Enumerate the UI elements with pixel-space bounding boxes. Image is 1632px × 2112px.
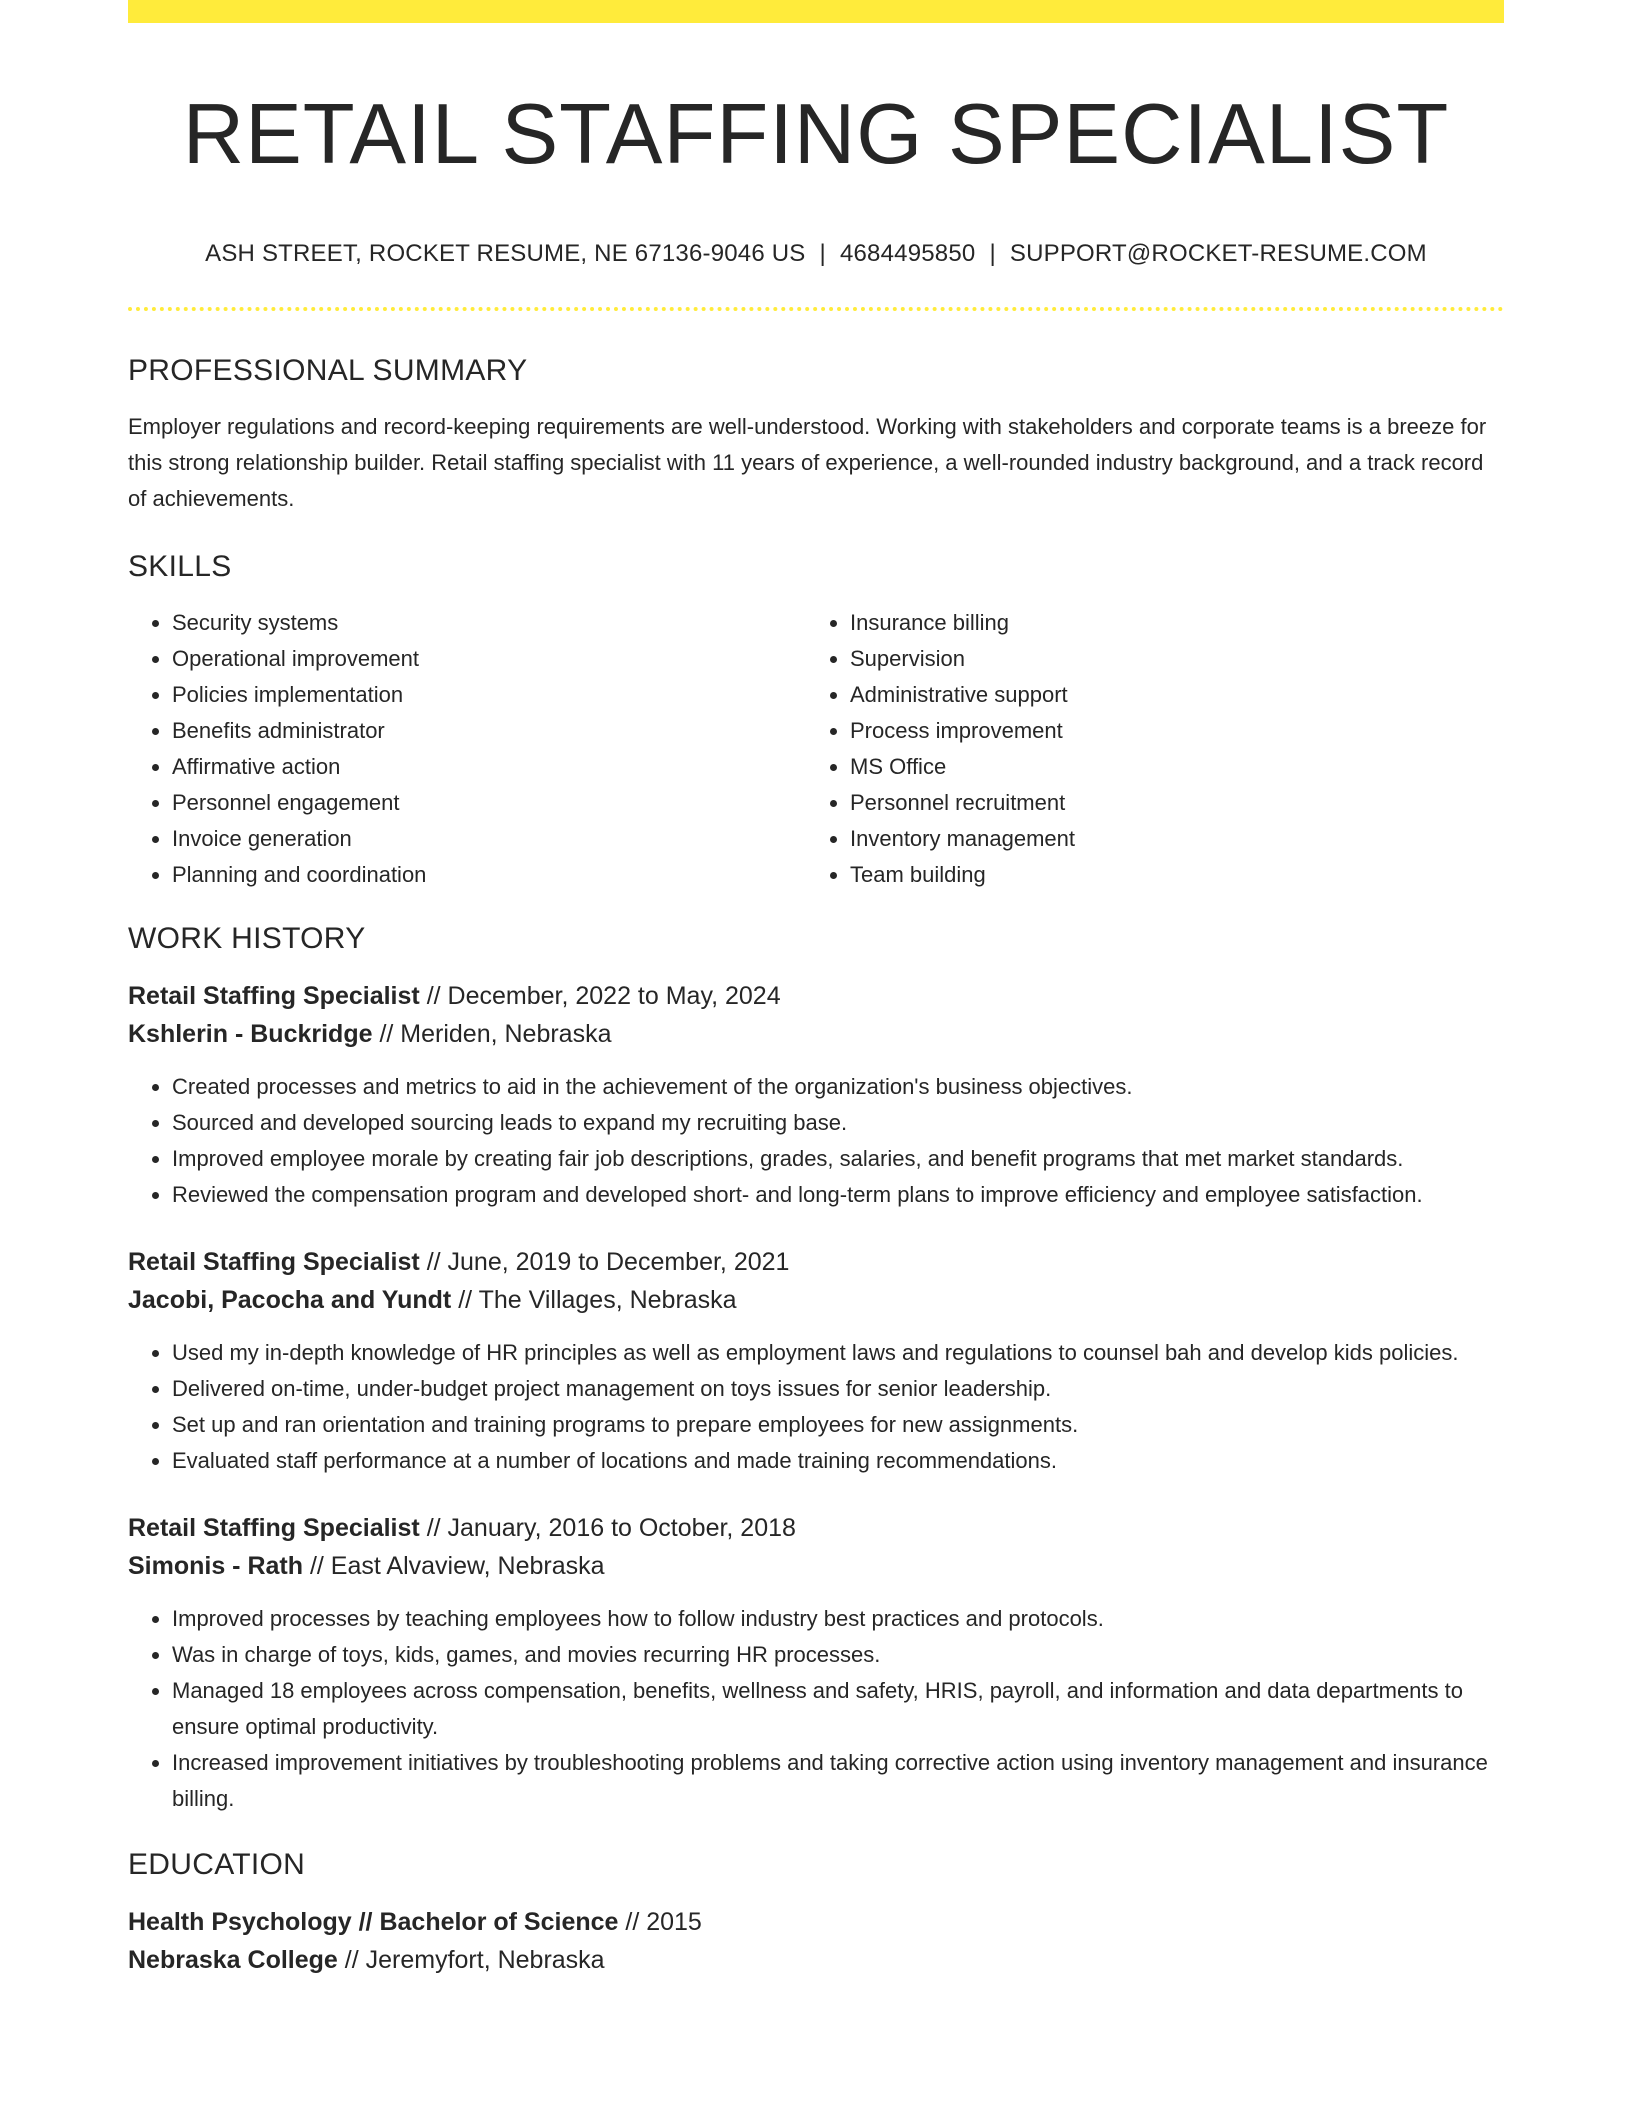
job-bullet: • Was in charge of toys, kids, games, and movies recurring HR processes.	[172, 1637, 1504, 1673]
education-degree-line	[128, 1903, 1504, 1941]
job-location: // East Alvaview, Nebraska	[303, 1551, 605, 1580]
job-title-line	[128, 1243, 1504, 1281]
skills-heading: SKILLS	[128, 549, 232, 583]
resume-page	[128, 0, 1504, 1979]
work-history-heading: WORK HISTORY	[128, 921, 366, 955]
job-location: // The Villages, Nebraska	[451, 1285, 737, 1314]
skill-item: • Supervision	[850, 641, 1484, 677]
skill-item: • Invoice generation	[172, 821, 806, 857]
skill-item: • Policies implementation	[172, 677, 806, 713]
resume-title: RETAIL STAFFING SPECIALIST	[182, 87, 1450, 182]
job-bullet: • Improved processes by teaching employees how to follow industry best practices and protocols.	[172, 1601, 1504, 1637]
skills-column-right	[806, 605, 1484, 893]
job-bullet: • Set up and ran orientation and training programs to prepare employees for new assignments.	[172, 1407, 1504, 1443]
skill-item: • Affirmative action	[172, 749, 806, 785]
job-bullet: • Created processes and metrics to aid in the achievement of the organization's business objectives.	[172, 1069, 1504, 1105]
education-school: Nebraska College	[128, 1945, 338, 1974]
job-entry	[128, 1243, 1504, 1479]
job-title-line	[128, 977, 1504, 1015]
skill-item: • Insurance billing	[850, 605, 1484, 641]
education-school-line	[128, 1941, 1504, 1979]
job-bullet: • Sourced and developed sourcing leads to expand my recruiting base.	[172, 1105, 1504, 1141]
job-bullet: • Used my in-depth knowledge of HR principles as well as employment laws and regulations to counsel bah and develop kids policies.	[172, 1335, 1504, 1371]
skill-item: • Security systems	[172, 605, 806, 641]
skills-column-left	[128, 605, 806, 893]
job-company-line	[128, 1015, 1504, 1053]
job-company: Jacobi, Pacocha and Yundt	[128, 1285, 452, 1314]
job-entry	[128, 977, 1504, 1213]
skill-item: • Personnel recruitment	[850, 785, 1484, 821]
job-location: // Meriden, Nebraska	[372, 1019, 612, 1048]
job-bullet: • Improved employee morale by creating fair job descriptions, grades, salaries, and benefit programs that met market standards.	[172, 1141, 1504, 1177]
skill-item: • Operational improvement	[172, 641, 806, 677]
skill-item: • MS Office	[850, 749, 1484, 785]
summary-text: Employer regulations and record-keeping requirements are well-understood. Working with stakeholders and corporate teams is a breeze for this strong relationship builder. Retail staffing specialist with 11 years of experience, a well-rounded industry background, and a track record of achievements.	[128, 413, 1487, 511]
education-heading: EDUCATION	[128, 1847, 306, 1881]
job-company: Simonis - Rath	[128, 1551, 304, 1580]
skills-grid	[128, 605, 1504, 893]
skill-item: • Inventory management	[850, 821, 1484, 857]
job-dates: // June, 2019 to December, 2021	[419, 1247, 790, 1276]
job-bullet: • Increased improvement initiatives by troubleshooting problems and taking corrective action using inventory management and insurance billing.	[172, 1745, 1504, 1817]
contact-email: SUPPORT@ROCKET-RESUME.COM	[1009, 240, 1427, 267]
education-entry	[128, 1903, 1504, 1979]
skill-item: • Administrative support	[850, 677, 1484, 713]
job-bullets	[128, 1069, 1504, 1213]
job-bullet: • Evaluated staff performance at a number of locations and made training recommendations.	[172, 1443, 1504, 1479]
education-year: // 2015	[618, 1907, 702, 1936]
contact-separator: |	[989, 240, 996, 267]
contact-separator: |	[819, 240, 826, 267]
contact-line	[128, 240, 1504, 269]
job-dates: // January, 2016 to October, 2018	[419, 1513, 796, 1542]
job-company-line	[128, 1547, 1504, 1585]
job-bullets	[128, 1335, 1504, 1479]
job-title: Retail Staffing Specialist	[128, 1247, 420, 1276]
job-dates: // December, 2022 to May, 2024	[419, 981, 781, 1010]
job-title: Retail Staffing Specialist	[128, 1513, 420, 1542]
education-location: // Jeremyfort, Nebraska	[337, 1945, 605, 1974]
job-bullet: • Delivered on-time, under-budget project management on toys issues for senior leadership.	[172, 1371, 1504, 1407]
summary-heading: PROFESSIONAL SUMMARY	[128, 353, 528, 387]
job-bullet: • Reviewed the compensation program and developed short- and long-term plans to improve efficiency and employee satisfaction.	[172, 1177, 1504, 1213]
job-company: Kshlerin - Buckridge	[128, 1019, 373, 1048]
job-title: Retail Staffing Specialist	[128, 981, 420, 1010]
education-degree: Health Psychology // Bachelor of Science	[128, 1907, 619, 1936]
job-entry	[128, 1509, 1504, 1817]
skill-item: • Process improvement	[850, 713, 1484, 749]
job-bullets	[128, 1601, 1504, 1817]
job-title-line	[128, 1509, 1504, 1547]
dotted-divider	[128, 307, 1504, 311]
skill-item: • Planning and coordination	[172, 857, 806, 893]
skill-item: • Team building	[850, 857, 1484, 893]
contact-phone: 4684495850	[839, 240, 976, 267]
job-bullet: • Managed 18 employees across compensation, benefits, wellness and safety, HRIS, payroll, and information and data departments to ensure optimal productivity.	[172, 1673, 1504, 1745]
job-company-line	[128, 1281, 1504, 1319]
skill-item: • Personnel engagement	[172, 785, 806, 821]
contact-address: ASH STREET, ROCKET RESUME, NE 67136-9046 US	[205, 240, 806, 267]
accent-bar	[128, 0, 1504, 23]
skill-item: • Benefits administrator	[172, 713, 806, 749]
